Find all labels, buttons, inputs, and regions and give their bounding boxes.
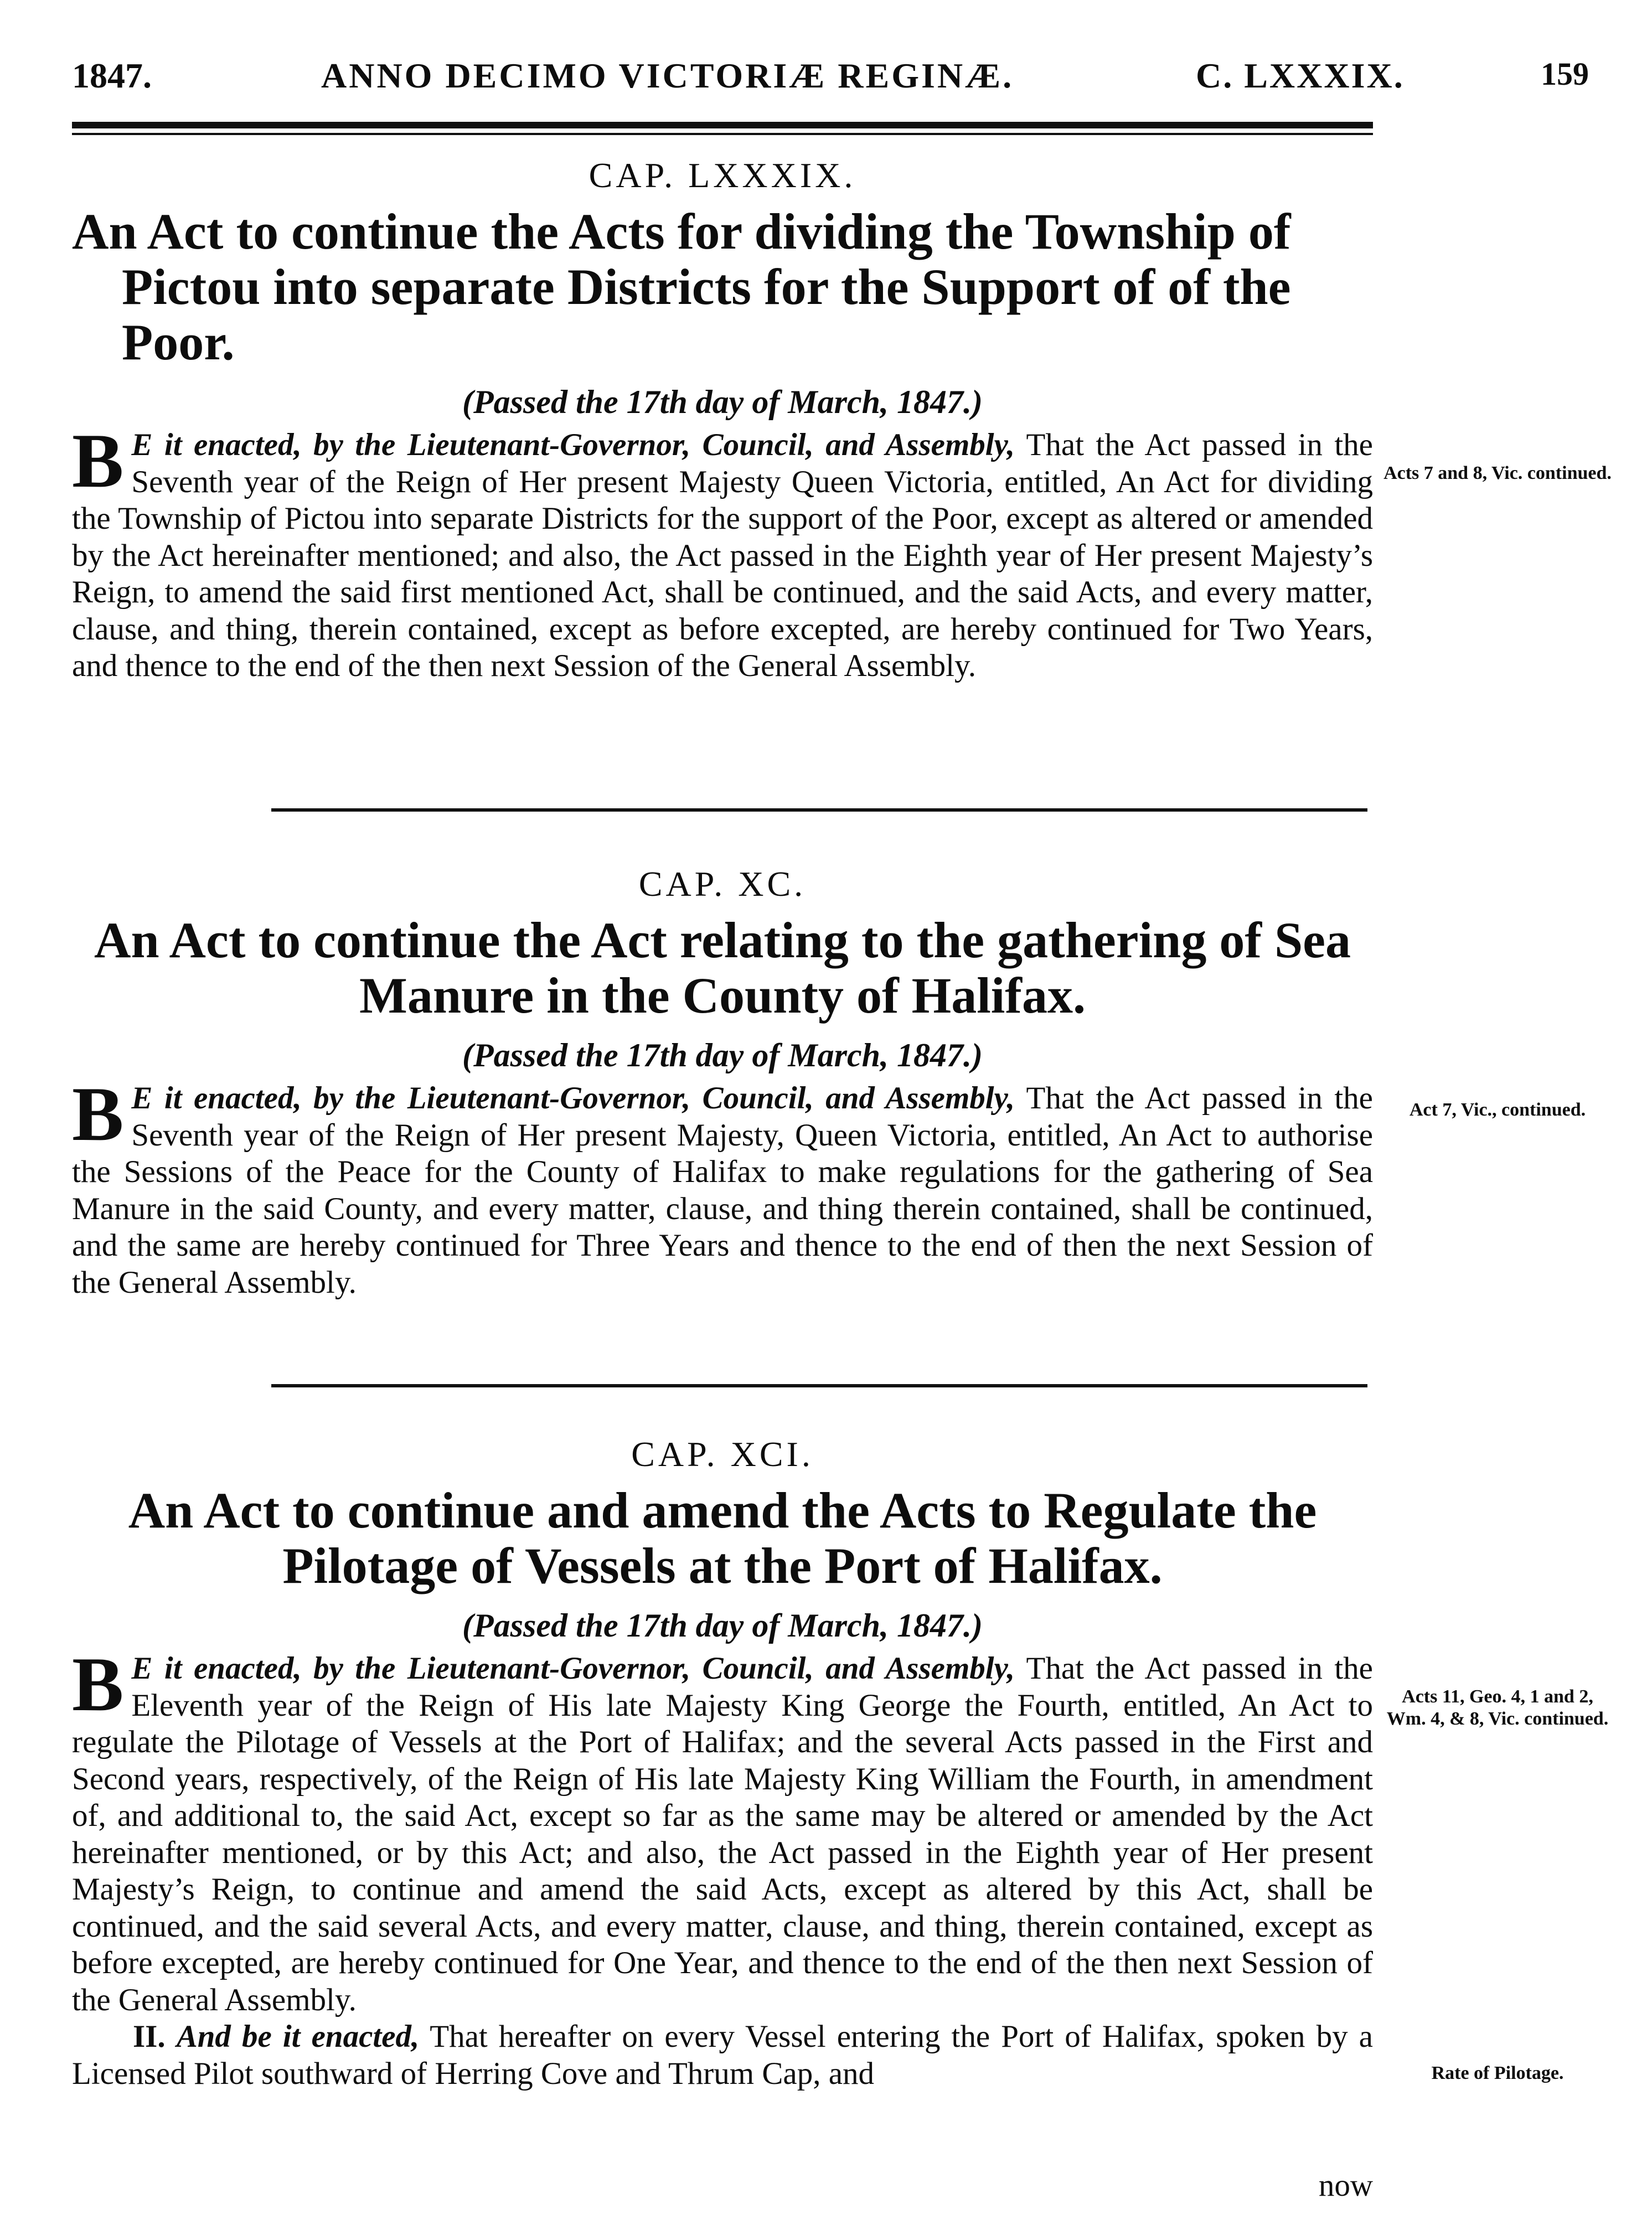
header-year: 1847. xyxy=(72,56,152,95)
drop-cap: B xyxy=(72,418,124,504)
drop-cap: B xyxy=(72,1071,124,1157)
margin-note: Acts 11, Geo. 4, 1 and 2, Wm. 4, & 8, Vic. continued. xyxy=(1386,1686,1609,1729)
section-two-paragraph xyxy=(72,2019,1373,2092)
act-title: An Act to continue and amend the Acts to Regulate the Pilotage of Vessels at the Port of Halifax. xyxy=(128,1482,1317,1594)
enacting-formula: And be it enacted, xyxy=(176,2019,420,2054)
act-section-lxxxix xyxy=(72,155,1373,685)
paragraph-text: That the Act passed in the Seventh year of the Reign of Her present Majesty Queen Victoria, entitled, An Act for dividing the Township of Pictou into separate Districts for the support of the Poor, except as altered or amended by the Act hereinafter mentioned; and also, the Act passed in the Eighth year of Her present Majesty’s Reign, to amend the said first mentioned Act, shall be continued, and the said Acts, and every matter, clause, and thing, therein contained, except as before excepted, are hereby continued for Two Years, and thence to the end of the then next Session of the General Assembly. xyxy=(72,427,1373,683)
enacting-formula: E it enacted, by the Lieutenant-Governor, Council, and Assembly, xyxy=(131,1081,1015,1116)
act-title: An Act to continue the Acts for dividing the Township of Pictou into separate Districts for the Support of of the Poor. xyxy=(72,203,1291,370)
act-section-xc xyxy=(72,864,1373,1301)
running-header xyxy=(72,55,1611,105)
margin-note: Act 7, Vic., continued. xyxy=(1409,1100,1586,1120)
margin-note: Rate of Pilotage. xyxy=(1431,2063,1564,2083)
header-rule-thin xyxy=(72,133,1373,135)
paragraph-text: That hereafter on every Vessel entering the Port of Halifax, spoken by a Licensed Pilot southward of Herring Cove and Thrum Cap, and xyxy=(72,2019,1373,2091)
margin-note: Acts 7 and 8, Vic. continued. xyxy=(1383,463,1612,483)
header-rule-thick xyxy=(72,122,1373,128)
enactment-paragraph xyxy=(72,1071,1373,1301)
paragraph-text: That the Act passed in the Seventh year of the Reign of Her present Majesty, Queen Victoria, entitled, An Act to authorise the Sessions of the Peace for the County of Halifax to make regulations for the gathering of Sea Manure in the said County, and every matter, clause, and thing therein contained, shall be continued, and the same are hereby continued for Three Years and thence to the end of then the next Session of the General Assembly. xyxy=(72,1081,1373,1300)
header-title: ANNO DECIMO VICTORIÆ REGINÆ. xyxy=(321,56,1014,95)
act-title: An Act to continue the Act relating to the gathering of Sea Manure in the County of Halifax. xyxy=(94,912,1351,1024)
enactment-paragraph xyxy=(72,418,1373,685)
cap-heading: CAP. XC. xyxy=(638,864,807,904)
header-chapter: C. LXXXIX. xyxy=(1196,56,1405,95)
passed-date: (Passed the 17th day of March, 1847.) xyxy=(462,1607,983,1644)
catchword: now xyxy=(1318,2168,1373,2203)
section-divider xyxy=(271,1384,1367,1387)
enactment-paragraph xyxy=(72,1642,1373,2019)
section-number: II. xyxy=(133,2019,166,2054)
act-section-xci xyxy=(72,1434,1373,2092)
passed-date: (Passed the 17th day of March, 1847.) xyxy=(462,384,983,420)
cap-heading: CAP. LXXXIX. xyxy=(588,156,856,195)
cap-heading: CAP. XCI. xyxy=(631,1434,814,1474)
drop-cap: B xyxy=(72,1642,124,1727)
enacting-formula: E it enacted, by the Lieutenant-Governor, Council, and Assembly, xyxy=(131,427,1015,462)
page-number: 159 xyxy=(1541,56,1589,92)
passed-date: (Passed the 17th day of March, 1847.) xyxy=(462,1037,983,1073)
paragraph-text: That the Act passed in the Eleventh year of the Reign of His late Majesty King George the Fourth, entitled, An Act to regulate the Pilotage of Vessels at the Port of Halifax; and the several Acts passed in the First and Second years, respectively, of the Reign of His late Majesty King William the Fourth, in amendment of, and additional to, the said Act, except so far as the same may be altered or amended by the Act hereinafter mentioned, or by this Act; and also, the Act passed in the Eighth year of Her present Majesty’s Reign, to continue and amend the said Acts, except as altered by this Act, shall be continued, and the said several Acts, and every matter, clause, and thing, therein contained, except as before excepted, are hereby continued for One Year, and thence to the end of the then next Session of the General Assembly. xyxy=(72,1651,1373,2017)
enacting-formula: E it enacted, by the Lieutenant-Governor, Council, and Assembly, xyxy=(131,1651,1015,1686)
section-divider xyxy=(271,808,1367,812)
